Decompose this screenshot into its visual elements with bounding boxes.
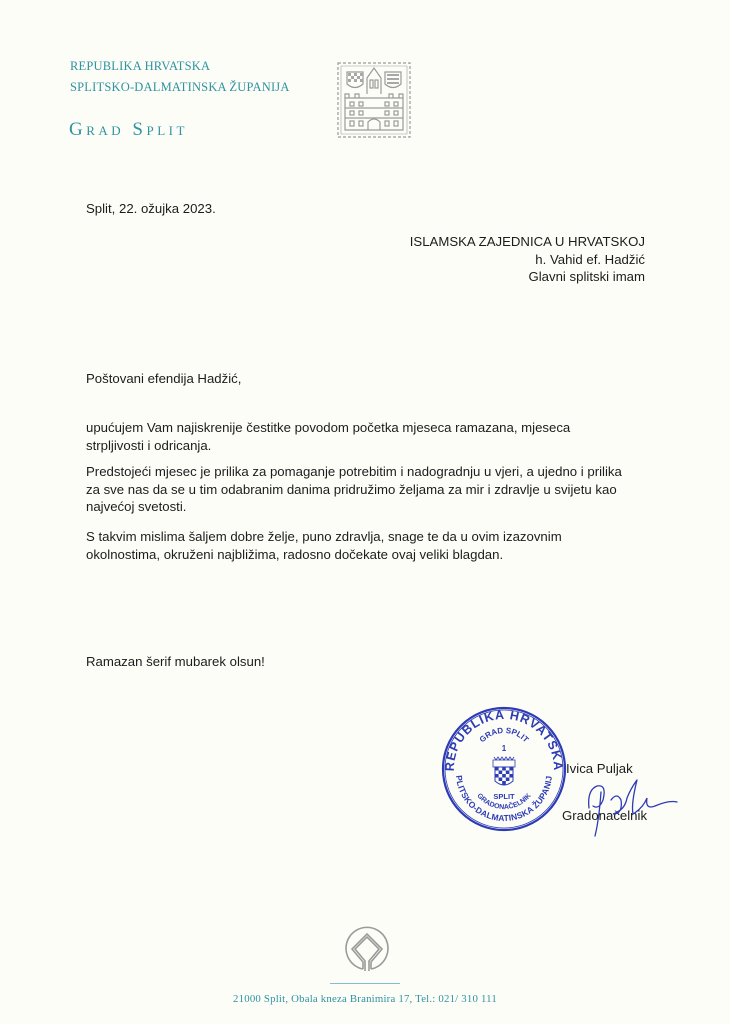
paragraph-line: upućujem Vam najiskrenije čestitke povodom početka mjeseca ramazana, mjeseca	[86, 420, 571, 435]
footer-address: 21000 Split, Obala kneza Branimira 17, Tel.: 021/ 310 111	[233, 993, 497, 1005]
salutation: Poštovani efendija Hadžić,	[86, 371, 242, 386]
paragraph-line: najvećoj svetosti.	[86, 499, 187, 514]
croatian-coat-of-arms-icon	[493, 757, 515, 785]
paragraph-line: okolnostima, okruženi najbližima, radosno dočekate ovaj veliki blagdan.	[86, 546, 504, 562]
paragraph-line: S takvim mislima šaljem dobre želje, puno zdravlja, snage te da u ovim izazovnim	[86, 529, 562, 544]
paragraph-2	[86, 463, 622, 516]
stamp-inner-bottom: GRADONAČELNIK	[475, 792, 533, 812]
paragraph-line: Predstojeći mjesec je prilika za pomaganje potrebitim i nadogradnju u vjeri, a ujedno i prilika	[86, 464, 622, 479]
signatory-title: Gradonačelnik	[562, 808, 648, 823]
closing: Ramazan šerif mubarek olsun!	[86, 654, 265, 669]
letterhead-county: SPLITSKO-DALMATINSKA ŽUPANIJA	[70, 80, 290, 94]
official-stamp	[440, 705, 568, 833]
signatory-name: Ivica Puljak	[566, 761, 633, 776]
paragraph-1	[86, 419, 570, 454]
paragraph-line: strpljivosti i odricanja.	[86, 437, 212, 453]
stamp-number: 1	[501, 744, 507, 753]
paragraph-line: za sve nas da se u tim odabranim danima pridružimo željama za mir i zdravlje u svijetu kao	[86, 481, 617, 497]
stamp-outer-top: REPUBLIKA HRVATSKA	[442, 707, 566, 772]
stamp-inner-top: GRAD SPLIT	[477, 725, 531, 745]
handwritten-signature	[585, 770, 680, 840]
city-crest-icon	[335, 60, 413, 140]
stamp-outer-bottom: PLITSKO-DALMATINSKA ŽUPANIJ	[453, 774, 554, 824]
letterhead-country: REPUBLIKA HRVATSKA	[70, 59, 211, 73]
footer-divider	[330, 983, 400, 984]
recipient-name: h. Vahid ef. Hadžić	[535, 252, 645, 267]
world-heritage-emblem-icon	[343, 925, 391, 973]
recipient-organization: ISLAMSKA ZAJEDNICA U HRVATSKOJ	[409, 234, 645, 249]
place-date: Split, 22. ožujka 2023.	[86, 201, 216, 216]
stamp-city: SPLIT	[493, 792, 515, 801]
recipient-title: Glavni splitski imam	[528, 269, 645, 284]
letterhead-city-title: Grad Split	[69, 119, 188, 140]
paragraph-3	[86, 528, 562, 563]
